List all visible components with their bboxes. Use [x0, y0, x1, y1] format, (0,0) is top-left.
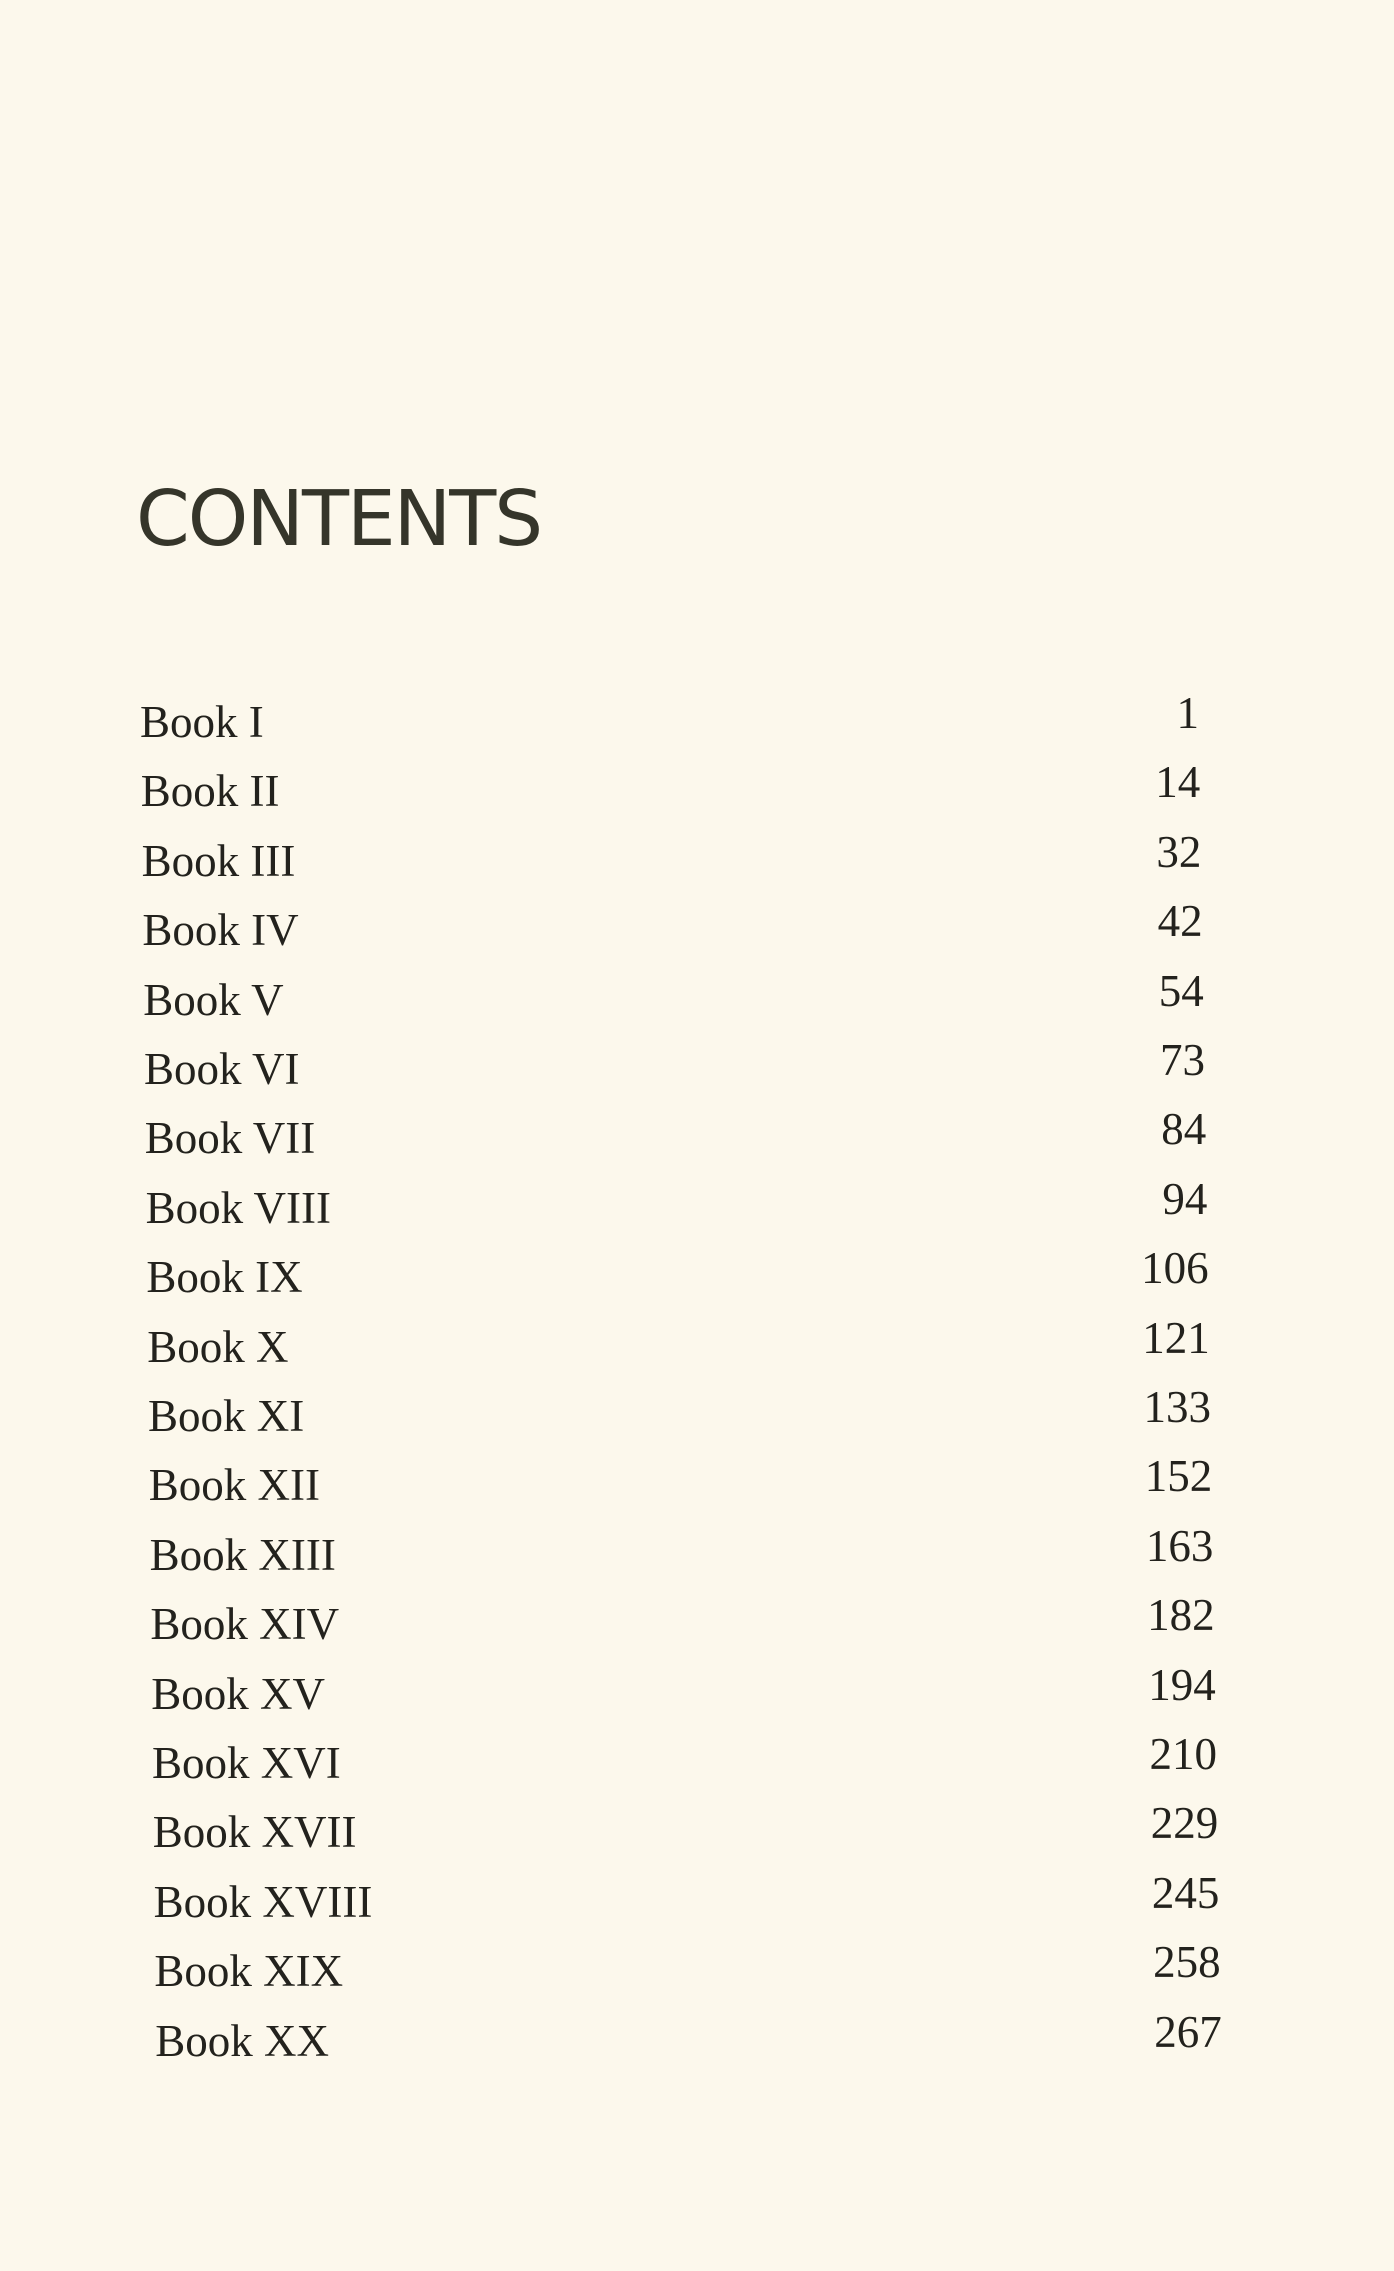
toc-entry-label: Book XVI: [152, 1738, 341, 1788]
toc-entry-label: Book IV: [142, 905, 299, 956]
toc-entry-page-number: 182: [1147, 1590, 1215, 1641]
toc-entry-page-number: 133: [1143, 1382, 1211, 1432]
toc-entry-page-number: 73: [1160, 1035, 1205, 1085]
toc-entry-label: Book VIII: [145, 1182, 331, 1233]
toc-entry-page-number: 54: [1158, 965, 1204, 1016]
toc-entry-label: Book II: [140, 766, 280, 817]
toc-entry-page-number: 106: [1141, 1243, 1209, 1294]
toc-entry-label: Book V: [143, 974, 284, 1025]
toc-entry-page-number: 1: [1176, 688, 1199, 738]
toc-entry-label: Book XIX: [154, 1946, 344, 1997]
toc-entry-page-number: 152: [1144, 1451, 1213, 1502]
toc-entry-label: Book XII: [148, 1460, 321, 1511]
toc-entry-page-number: 229: [1150, 1798, 1219, 1849]
toc-entry-label: Book IX: [146, 1252, 303, 1303]
toc-entry-label: Book XIII: [149, 1529, 336, 1580]
toc-entry-page-number: 258: [1153, 1937, 1221, 1988]
toc-entry-label: Book III: [141, 835, 296, 886]
toc-entry-label: Book I: [140, 697, 264, 747]
toc-entry-label: Book VI: [144, 1044, 300, 1094]
toc-entry-label: Book XV: [151, 1668, 325, 1719]
toc-entry-label: Book XVIII: [153, 1876, 373, 1927]
toc-entry-page-number: 210: [1149, 1729, 1217, 1779]
toc-entry-label: Book VII: [144, 1113, 316, 1164]
toc-entry-page-number: 245: [1151, 1867, 1220, 1918]
toc-entry-page-number: 32: [1156, 826, 1202, 877]
toc-entry-page-number: 14: [1155, 757, 1201, 808]
toc-entry-label: Book XX: [155, 2015, 329, 2066]
toc-entry-page-number: 121: [1142, 1312, 1210, 1363]
toc-entry-page-number: 163: [1145, 1520, 1214, 1571]
toc-entry-page-number: 194: [1148, 1659, 1216, 1710]
toc-entry-page-number: 267: [1154, 2006, 1222, 2057]
toc-entry-label: Book XIV: [150, 1599, 340, 1650]
toc-entry-label: Book X: [147, 1321, 289, 1372]
toc-entry-page-number: 42: [1157, 896, 1203, 947]
toc-entry-page-number: 84: [1161, 1104, 1207, 1155]
page-title: CONTENTS: [136, 475, 542, 564]
toc-entry-page-number: 94: [1162, 1173, 1208, 1224]
toc-entry-label: Book XVII: [152, 1807, 357, 1858]
toc-entry-label: Book XI: [148, 1391, 305, 1441]
